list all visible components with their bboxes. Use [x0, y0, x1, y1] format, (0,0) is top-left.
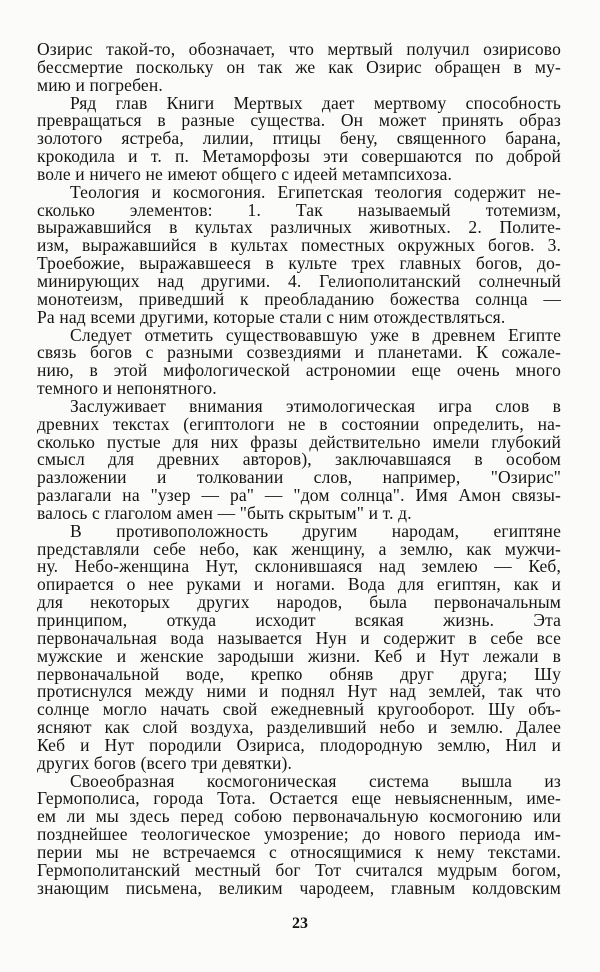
text-line: опирается о нее руками и ногами. Вода для египтян, как и — [37, 574, 561, 595]
text-line: бессмертие поскольку он так же как Озирис обращен в му- — [37, 56, 561, 77]
paragraph — [37, 520, 561, 773]
text-line: сколько пустые для них фразы действительно имели глубокий — [37, 431, 561, 452]
paragraph — [37, 324, 561, 399]
text-line: перии мы не встречаемся с относящимися к нему текстами. — [37, 841, 561, 862]
paragraph — [37, 41, 561, 95]
text-line: представляли себе небо, как женщину, а землю, как мужчи- — [37, 538, 561, 559]
paragraph — [37, 770, 561, 898]
text-line: древних текстах (египтологи не в состоянии определить, на- — [37, 413, 561, 434]
text-line: других богов (всего три девятки). — [37, 752, 292, 773]
text-line: Следует отметить существовавшую уже в древнем Египте — [70, 324, 561, 345]
text-line: Озирис такой-то, обозначает, что мертвый получил озирисово — [37, 39, 561, 59]
text-line: сколько элементов: 1. Так называемый тотемизм, — [37, 199, 561, 220]
text-line: изм, выражавшийся в культах поместных окружных богов. 3. — [37, 235, 561, 256]
text-line: связь богов с разными созвездиями и планетами. К сожале- — [37, 342, 561, 363]
text-line: первоначальная вода называется Нун и содержит в себе все — [37, 627, 561, 648]
text-line: солнце могло начать свой ежедневный кругооборот. Шу объ- — [37, 699, 561, 720]
text-line: Кеб и Нут породили Озириса, плодородную землю, Нил и — [37, 734, 561, 755]
paragraph — [37, 92, 561, 184]
text-line: мию и погребен. — [37, 74, 163, 95]
text-line: Гермополитанский местный бог Тот считался мудрым богом, — [37, 859, 561, 880]
text-line: ем ли мы здесь перед собою первоначальную космогонию или — [37, 806, 561, 827]
text-line: первоначальной воде, крепко обняв друг друга; Шу — [37, 663, 561, 684]
text-line: выражавшийся в культах различных животных. 2. Полите- — [37, 217, 561, 238]
text-line: позднейшее теологическое умозрение; до нового периода им- — [37, 824, 561, 845]
text-line: Ряд глав Книги Мертвых дает мертвому способность — [70, 92, 561, 113]
text-line: Заслуживает внимания этимологическая игра слов в — [70, 395, 561, 416]
text-line: ясняют как слой воздуха, разделивший небо и землю. Далее — [37, 717, 561, 738]
text-line: Своеобразная космогоническая система вышла из — [70, 770, 561, 791]
text-line: темного и непонятного. — [37, 378, 217, 399]
text-line: крокодила и т. п. Метаморфозы эти совершаются по доброй — [37, 146, 561, 167]
text-line: нию, в этой мифологической астрономии еще очень много — [37, 360, 561, 381]
text-line: В противоположность другим народам, египтяне — [70, 520, 561, 541]
text-line: знающим письмена, великим чародеем, главным колдовским — [37, 877, 561, 898]
text-line: воле и ничего не имеют общего с идеей метампсихоза. — [37, 163, 453, 184]
text-line: Троебожие, выражавшееся в культе трех главных богов, до- — [37, 253, 561, 274]
text-line: золотого ястреба, лилии, птицы бену, священного барана, — [37, 128, 561, 149]
page-number: 23 — [292, 915, 308, 932]
text-line: разложении и толковании слов, например, "Озирис" — [37, 467, 561, 488]
text-line: разлагали на "узер — ра" — "дом солнца". Имя Амон связы- — [37, 485, 561, 506]
paragraph — [37, 395, 561, 523]
text-line: монотеизм, приведший к преобладанию божества солнца — — [37, 288, 561, 309]
text-line: Гермополиса, города Тота. Остается еще невыясненным, име- — [37, 788, 561, 809]
text-line: для некоторых других народов, была первоначальным — [37, 592, 561, 613]
text-line: мужские и женские зародыши жизни. Кеб и Нут лежали в — [37, 645, 561, 666]
page-body-text — [37, 41, 561, 898]
paragraph — [37, 181, 561, 327]
text-line: смысл для древних авторов), заключавшаяся в особом — [37, 449, 561, 470]
text-line: ну. Небо-женщина Нут, склонившаяся над землею — Кеб, — [37, 556, 561, 577]
text-line: принципом, откуда исходит всякая жизнь. Эта — [37, 610, 561, 630]
text-line: превращаться в разные существа. Он может принять образ — [37, 110, 561, 131]
text-line: протиснулся между ними и поднял Нут над землей, так что — [37, 681, 561, 702]
text-line: минирующих над другими. 4. Гелиополитанский солнечный — [37, 270, 561, 291]
text-line: Теология и космогония. Египетская теология содержит не- — [70, 181, 561, 202]
text-line: Ра над всеми другими, которые стали с ним отождествляться. — [37, 306, 506, 327]
text-line: валось с глаголом амен — "быть скрытым" и т. д. — [37, 502, 412, 523]
